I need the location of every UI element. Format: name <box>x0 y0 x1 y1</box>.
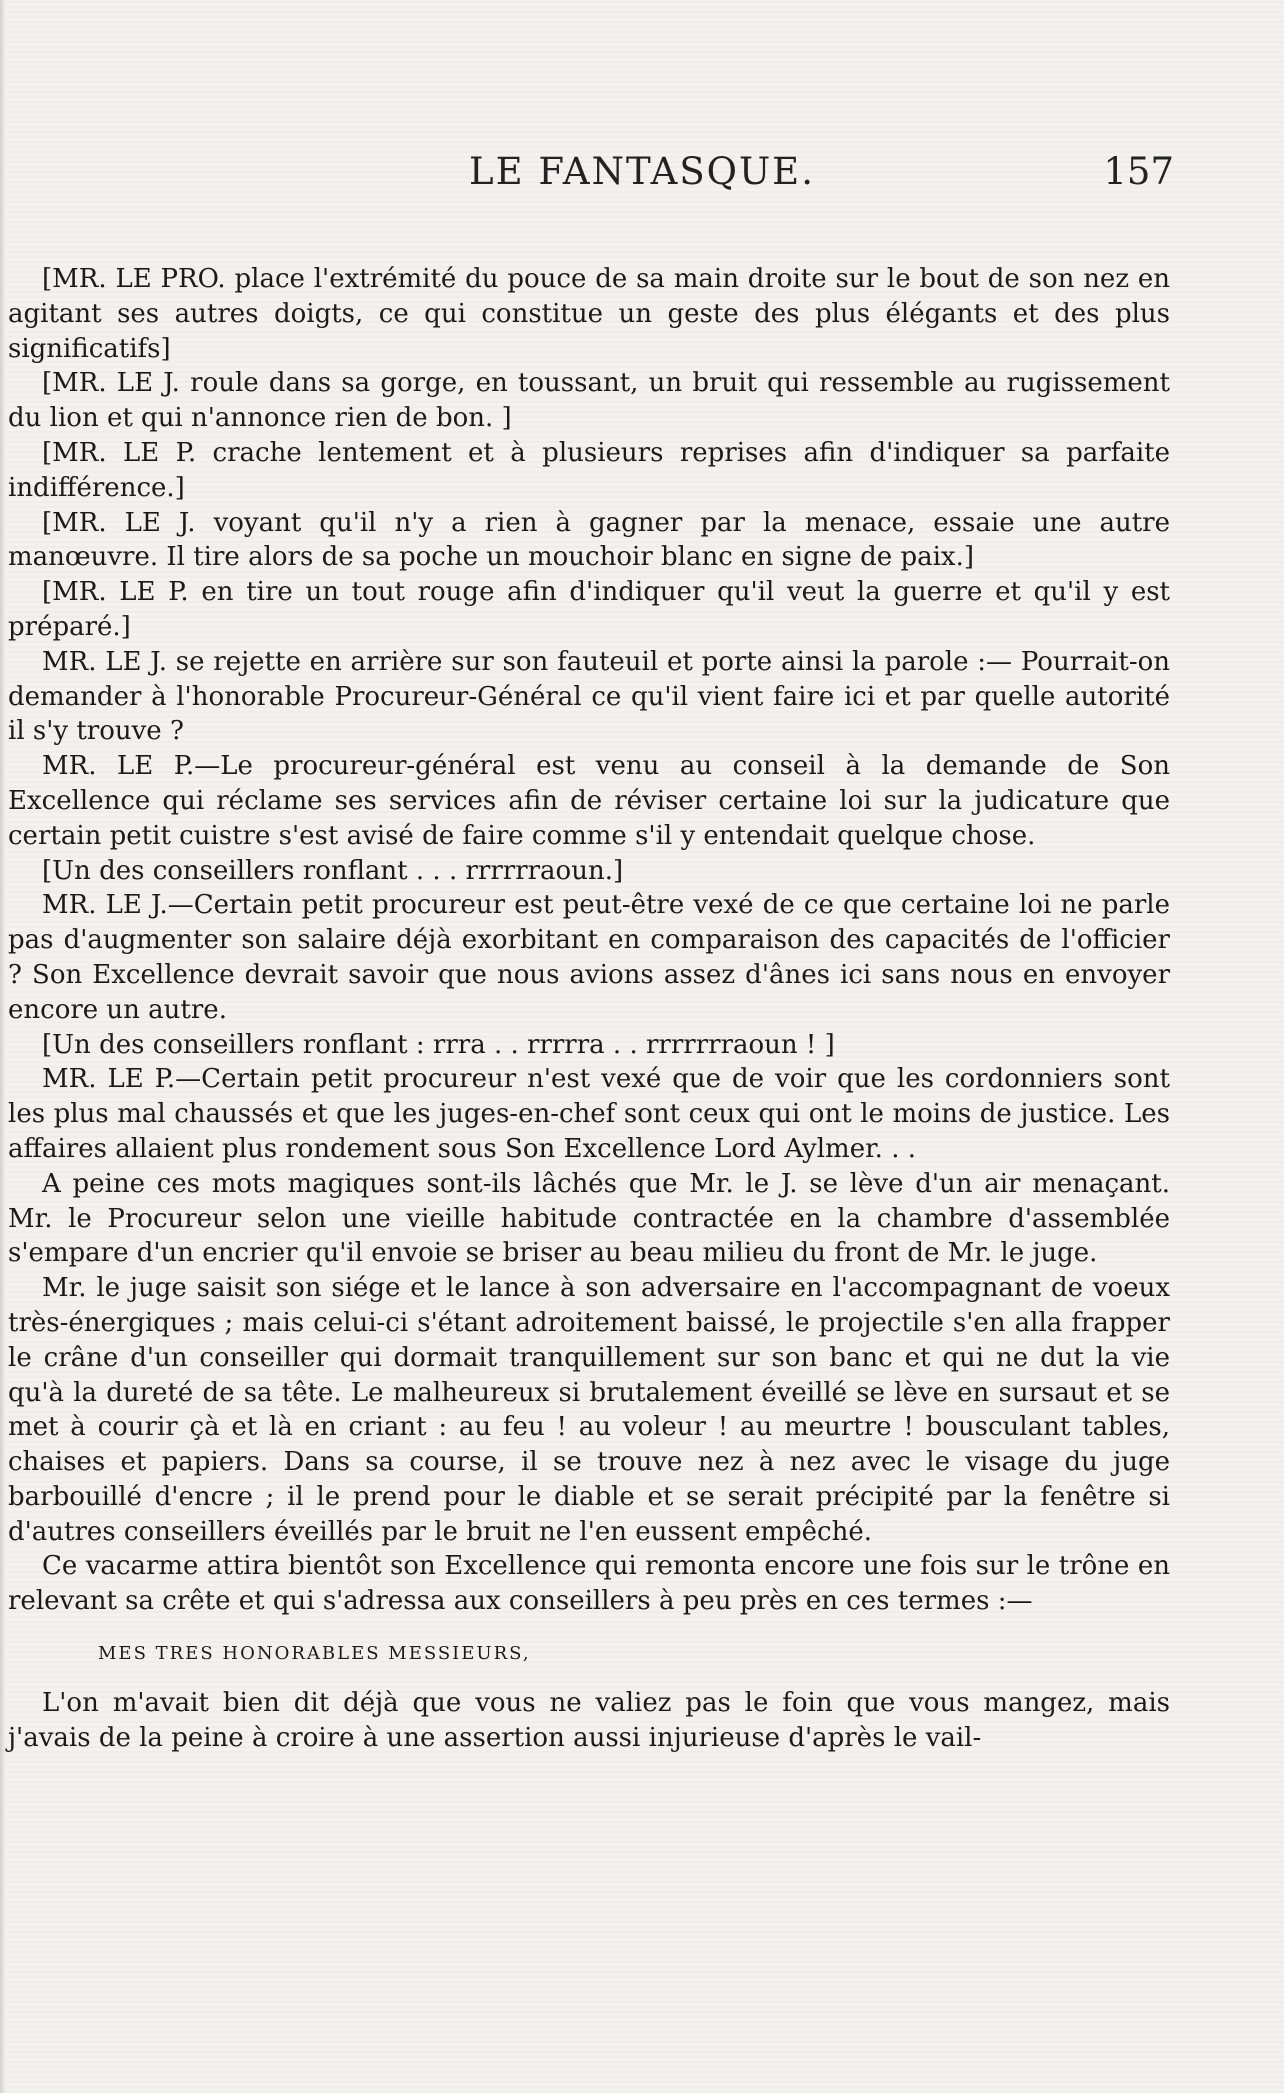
paragraph: [Un des conseillers ronflant : rrra . . rrrrra . . rrrrrrraoun ! ] <box>42 1029 835 1060</box>
paragraph: Mr. le juge saisit son siége et le lance à son adversaire en l'accompagnant de voeux très-énergiques ; mais celui-ci s'étant adroitement baissé, le projectile s'en alla frapper le crâne d'un conseiller qui dormait tranquillement sur son banc et qui ne dut la vie qu'à la dureté de sa tête. Le malheureux si brutalement éveillé se lève en sursaut et se met à courir çà et là en criant : au feu ! au voleur ! au meurtre ! bousculant tables, chaises et papiers. Dans sa course, il se trouve nez à nez avec le visage du juge barbouillé d'encre ; il le prend pour le diable et se serait précipité par la fenêtre si d'autres conseillers éveillés par le bruit ne l'en eussent empêché. <box>8 1273 1170 1547</box>
paragraph: [MR. LE J. roule dans sa gorge, en toussant, un bruit qui ressemble au rugissement du lion et qui n'annonce rien de bon. ] <box>8 368 1170 434</box>
paragraph: L'on m'avait bien dit déjà que vous ne valiez pas le foin que vous mangez, mais j'avais de la peine à croire à une assertion aussi injurieuse d'après le vail- <box>8 1687 1170 1753</box>
paragraph: Ce vacarme attira bientôt son Excellence qui remonta encore une fois sur le trône en relevant sa crête et qui s'adressa aux conseillers à peu près en ces termes :— <box>8 1551 1170 1617</box>
address-heading: MES TRES HONORABLES MESSIEURS, <box>98 1643 531 1665</box>
paragraph: MR. LE P.—Le procureur-général est venu au conseil à la demande de Son Excellence qui réclame ses services afin de réviser certaine loi sur la judicature que certain petit cuistre s'est avisé de faire comme s'il y entendait quelque chose. <box>8 751 1170 851</box>
paragraph: [MR. LE J. voyant qu'il n'y a rien à gagner par la menace, essaie une autre manœuvre. Il tire alors de sa poche un mouchoir blanc en signe de paix.] <box>8 507 1170 573</box>
body-text <box>8 262 1170 1755</box>
paragraph: [MR. LE P. en tire un tout rouge afin d'indiquer qu'il veut la guerre et qu'il y est préparé.] <box>8 577 1170 642</box>
paragraph: MR. LE P.—Certain petit procureur n'est vexé que de voir que les cordonniers sont les plus mal chaussés et que les juges-en-chef sont ceux qui ont le moins de justice. Les affaires allaient plus rondement sous Son Excellence Lord Aylmer. . . <box>8 1064 1170 1164</box>
paragraph: [MR. LE P. crache lentement et à plusieurs reprises afin d'indiquer sa parfaite indifférence.] <box>8 437 1170 503</box>
running-title: LE FANTASQUE. <box>469 150 815 193</box>
page-header <box>0 150 1284 210</box>
page-spine-shadow <box>0 0 6 2093</box>
paragraph: [Un des conseillers ronflant . . . rrrrrraoun.] <box>42 855 624 886</box>
paragraph: MR. LE J.—Certain petit procureur est peut-être vexé de ce que certaine loi ne parle pas d'augmenter son salaire déjà exorbitant en comparaison des capacités de l'officier ? Son Excellence devrait savoir que nous avions assez d'ânes ici sans nous en envoyer encore un autre. <box>8 890 1170 1025</box>
paragraph: [MR. LE PRO. place l'extrémité du pouce de sa main droite sur le bout de son nez en agitant ses autres doigts, ce qui constitue un geste des plus élégants et des plus significatifs] <box>8 264 1170 364</box>
paragraph: A peine ces mots magiques sont-ils lâchés que Mr. le J. se lève d'un air menaçant. Mr. le Procureur selon une vieille habitude contractée en la chambre d'assemblée s'empare d'un encrier qu'il envoie se briser au beau milieu du front de Mr. le juge. <box>8 1168 1170 1269</box>
page-number: 157 <box>1103 150 1174 193</box>
paragraph: MR. LE J. se rejette en arrière sur son fauteuil et porte ainsi la parole :— Pourrait-on demander à l'honorable Procureur-Général ce qu'il vient faire ici et par quelle autorité il s'y trouve ? <box>8 646 1170 747</box>
